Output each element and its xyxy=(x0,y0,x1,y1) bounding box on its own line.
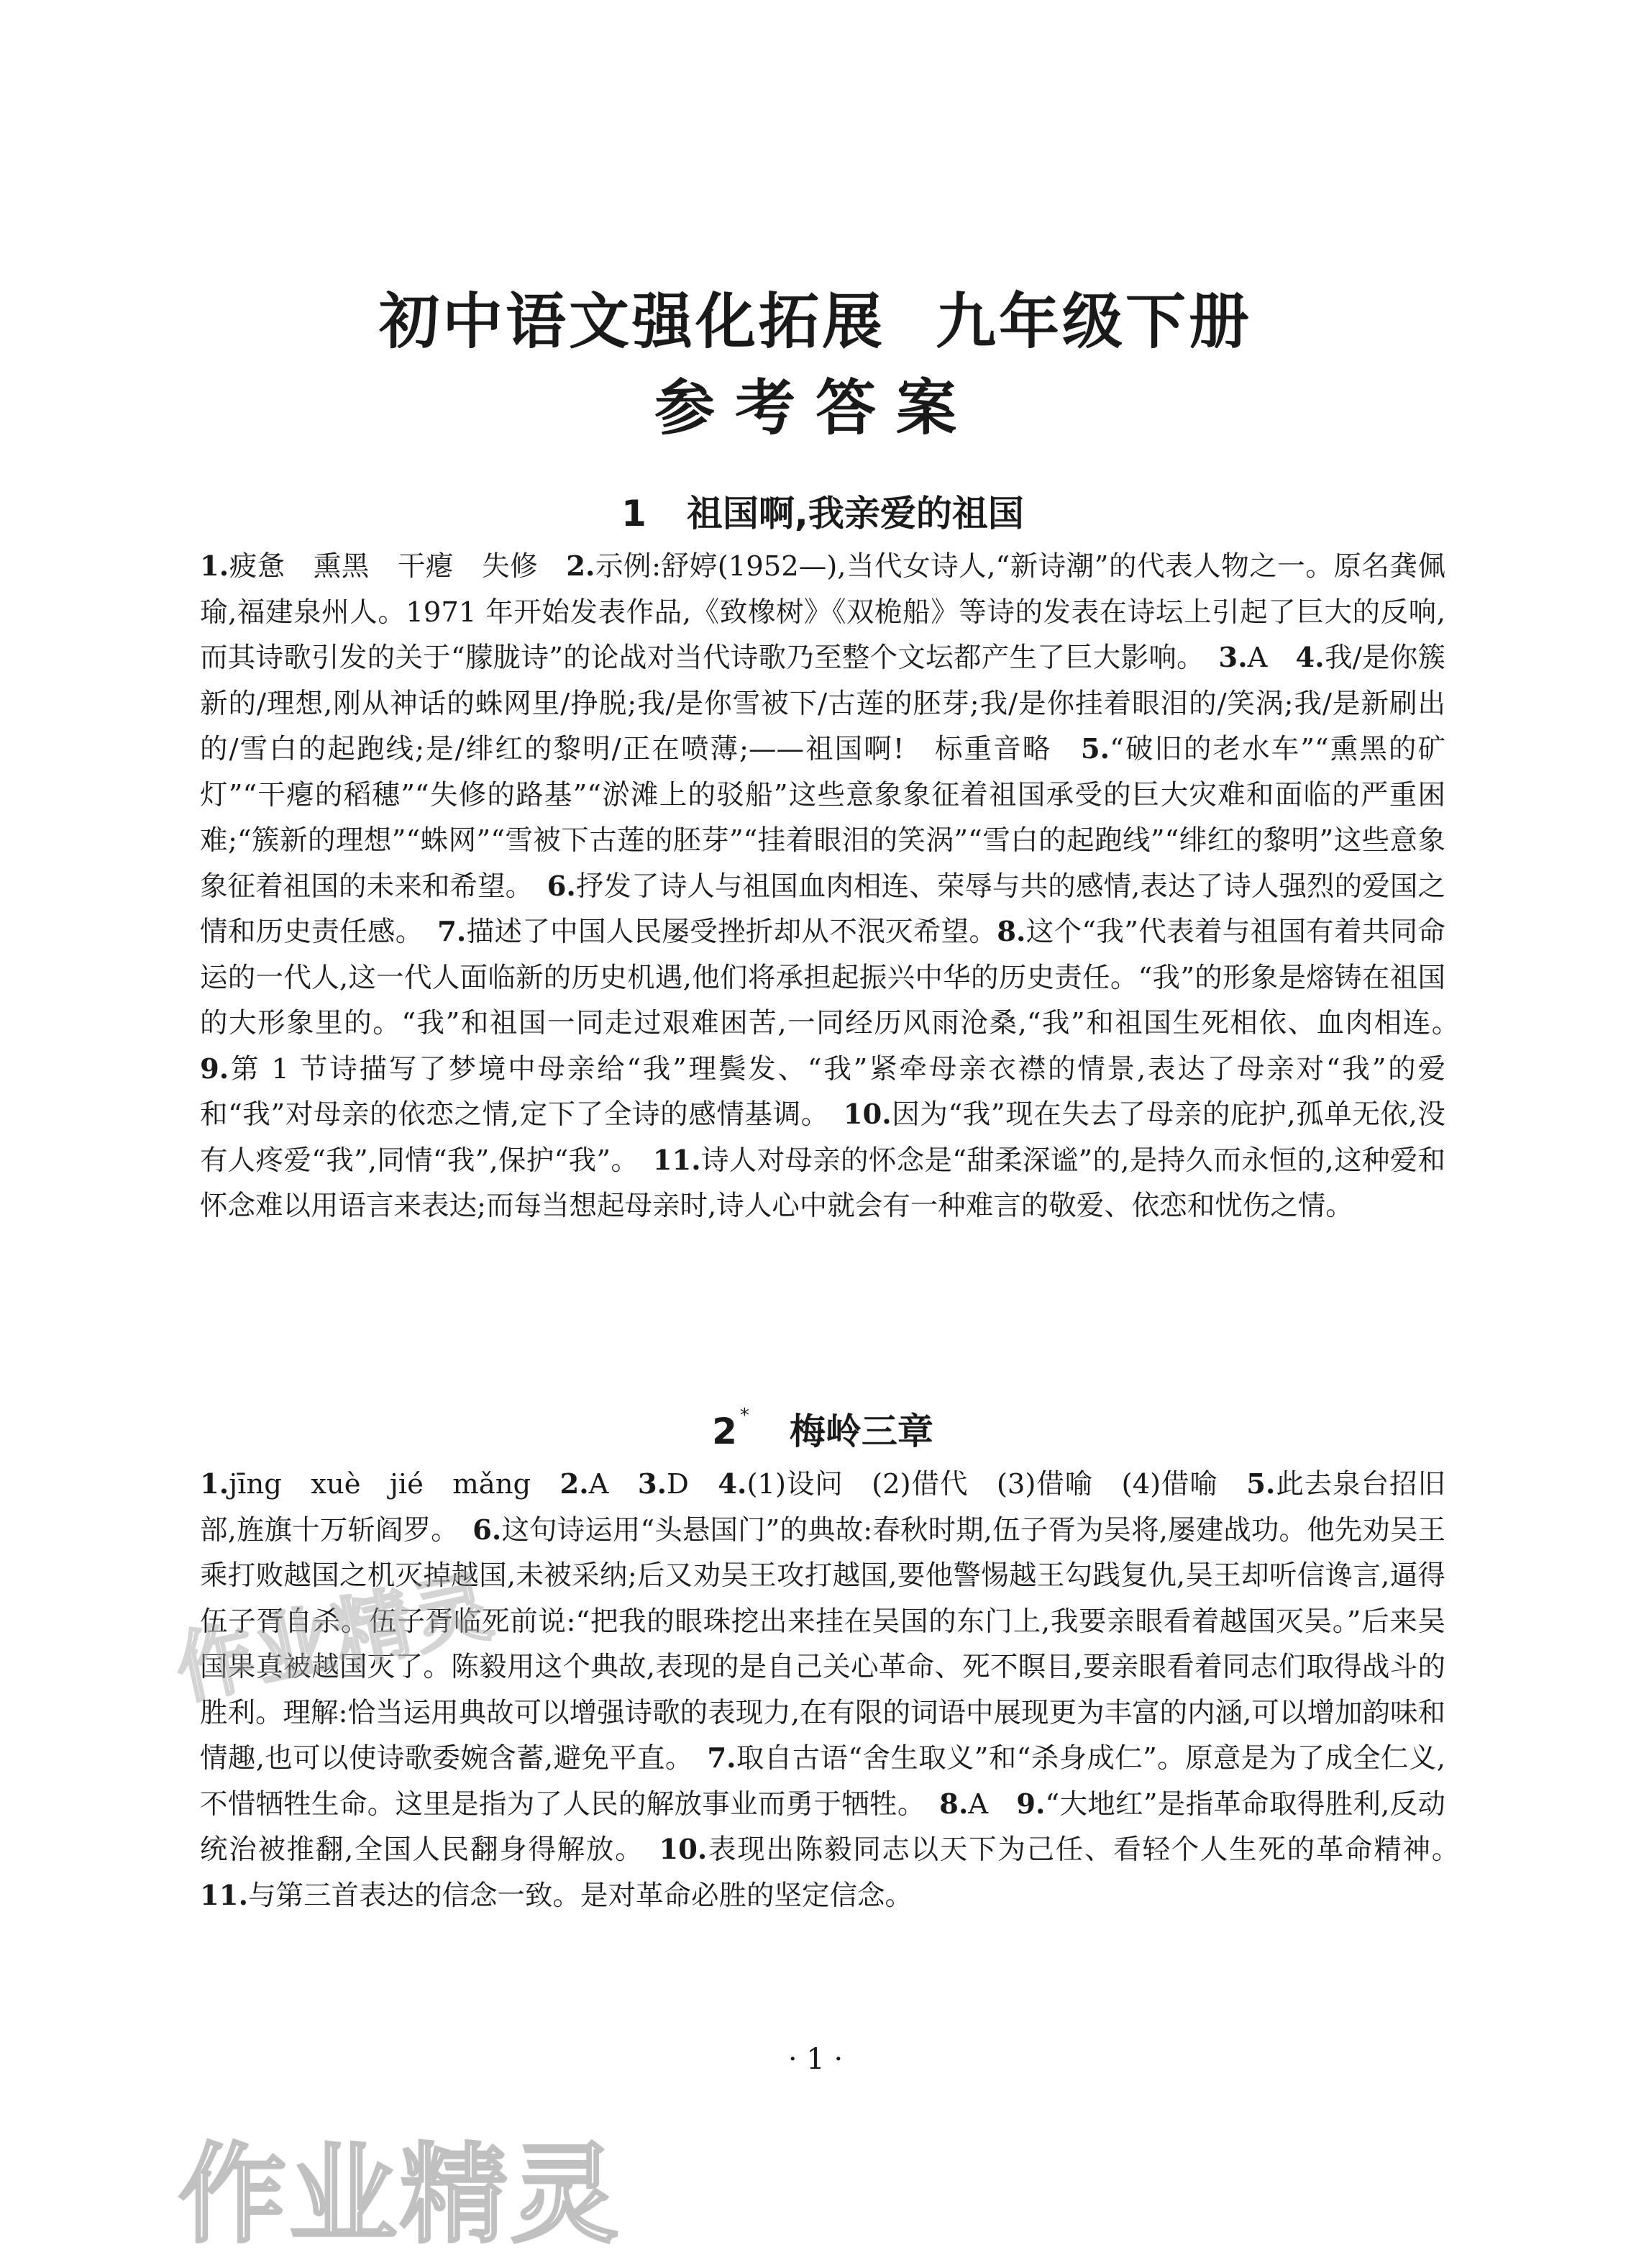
answer-text: “破旧的老水车”“熏黑的矿灯”“干瘪的稻穗”“失修的路基”“淤滩上的驳船”这些意象象征着祖国承受的巨大灾难和面临的严重困难;“簇新的理想”“蛛网”“雪被下古莲的胚芽”“挂着眼泪的笑涡”“雪白的起跑线”“绯红的黎明”这些意象象征着祖国的未来和希望。 xyxy=(200,733,1445,903)
answer-text: A xyxy=(1247,642,1296,674)
answer-number: 10. xyxy=(843,1098,892,1131)
answer-text: jīng xuè jié mǎng xyxy=(229,1468,560,1500)
answer-number: 5. xyxy=(1246,1468,1276,1500)
title-left: 初中语文强化拓展 xyxy=(378,286,885,357)
answer-text: “大地红”是指革命取得胜利,反动统治被推翻,全国人民翻身得解放。 xyxy=(200,1787,1445,1866)
answer-number: 9. xyxy=(1016,1787,1046,1821)
answer-text: 疲惫 熏黑 干瘪 失修 xyxy=(229,550,567,583)
watermark-logo: 作业精灵 xyxy=(168,1560,503,1716)
answer-number: 7. xyxy=(707,1742,736,1775)
answer-text: 这个“我”代表着与祖国有着共同命运的一代人,这一代人面临新的历史机遇,他们将承担起振兴中华的历史责任。“我”的形象是熔铸在祖国的大形象里的。“我”和祖国一同走过艰难困苦,一同经历风雨沧桑,“我”和祖国生死相依、血肉相连。 xyxy=(200,916,1474,1039)
section-2-mark: * xyxy=(739,1405,749,1426)
answer-number: 9. xyxy=(200,1052,229,1085)
watermark-logo-bottom: 作业精灵 xyxy=(178,2133,622,2258)
answer-text: 表现出陈毅同志以天下为己任、看轻个人生死的革命精神。 xyxy=(707,1834,1474,1866)
answer-number: 2. xyxy=(566,550,595,583)
answer-text: 因为“我”现在失去了母亲的庇护,孤单无依,没有人疼爱“我”,同情“我”,保护“我”。 xyxy=(200,1098,1446,1177)
answer-text: 我/是你簇新的/理想,刚从神话的蛛网里/挣脱;我/是你雪被下/古莲的胚芽;我/是你挂着眼泪的/笑涡;我/是新刷出的/雪白的起跑线;是/绯红的黎明/正在喷薄;——祖国啊! 标重音略 xyxy=(200,642,1445,765)
answer-number: 10. xyxy=(659,1834,708,1866)
section-2-heading xyxy=(200,1401,1445,1462)
section-2-number-value: 2 xyxy=(712,1411,737,1452)
answer-text: 此去泉台招旧部,旌旗十万斩阎罗。 xyxy=(200,1468,1445,1547)
answer-number: 1. xyxy=(200,1468,229,1500)
document-subtitle: 参考答案 xyxy=(654,372,977,443)
page-number: · 1 · xyxy=(787,2043,844,2076)
answer-number: 8. xyxy=(939,1787,969,1821)
answer-text: 描述了中国人民屡受挫折却从不泯灭希望。 xyxy=(466,916,997,948)
section-1-title: 祖国啊,我亲爱的祖国 xyxy=(686,493,1024,534)
title-right: 九年级下册 xyxy=(936,286,1253,357)
answer-number: 1. xyxy=(200,550,229,583)
answer-number: 3. xyxy=(637,1468,667,1500)
answer-number: 7. xyxy=(437,916,467,948)
answer-text: 这句诗运用“头悬国门”的典故:春秋时期,伍子胥为吴将,屡建战功。他先劝吴王乘打败越国之机灭掉越国,未被采纳;后又劝吴王攻打越国,要他警惕越王勾践复仇,吴王却听信谗言,逼得伍子胥自杀。伍子胥临死前说:“把我的眼珠挖出来挂在吴国的东门上,我要亲眼看着越国灭吴。”后来吴国果真被越国灭了。陈毅用这个典故,表现的是自己关心革命、死不瞑目,要亲眼看着同志们取得战斗的胜利。理解:恰当运用典故可以增强诗歌的表现力,在有限的词语中展现更为丰富的内涵,可以增加韵味和情趣,也可以使诗歌委婉含蓄,避免平直。 xyxy=(200,1513,1445,1775)
answer-text: 诗人对母亲的怀念是“甜柔深谧”的,是持久而永恒的,这种爱和怀念难以用语言来表达;而每当想起母亲时,诗人心中就会有一种难言的敬爱、依恋和忧伤之情。 xyxy=(200,1144,1445,1222)
answer-text: 与第三首表达的信念一致。是对革命必胜的坚定信念。 xyxy=(247,1879,913,1912)
answer-number: 8. xyxy=(997,916,1026,948)
answer-number: 4. xyxy=(1295,642,1325,674)
answer-text: (1)设问 (2)借代 (3)借喻 (4)借喻 xyxy=(746,1468,1247,1500)
answer-text: D xyxy=(667,1468,718,1500)
answer-number: 6. xyxy=(547,870,576,903)
section-1-answers xyxy=(200,544,1474,1229)
answer-text: 抒发了诗人与祖国血肉相连、荣辱与共的感情,表达了诗人强烈的爱国之情和历史责任感。 xyxy=(200,870,1445,948)
section-2-title: 梅岭三章 xyxy=(789,1411,933,1452)
section-1-number: 1 xyxy=(621,493,647,534)
document-title xyxy=(0,273,1631,360)
answer-text: 取自古语“舍生取义”和“杀身成仁”。原意是为了成全仁义,不惜牺牲生命。这里是指为了人民的解放事业而勇于牺牲。 xyxy=(200,1742,1445,1821)
answer-number: 5. xyxy=(1080,733,1110,765)
section-1 xyxy=(200,483,1474,1229)
answer-number: 2. xyxy=(559,1468,589,1500)
answer-text: 第 1 节诗描写了梦境中母亲给“我”理鬓发、“我”紧牵母亲衣襟的情景,表达了母亲对“我”的爱和“我”对母亲的依恋之情,定下了全诗的感情基调。 xyxy=(200,1052,1445,1131)
answer-number: 4. xyxy=(718,1468,747,1500)
answer-number: 11. xyxy=(652,1144,701,1177)
answer-text: A xyxy=(968,1787,1017,1821)
answer-number: 3. xyxy=(1218,642,1248,674)
answer-number: 11. xyxy=(200,1879,248,1912)
section-1-heading xyxy=(200,483,1445,544)
answer-number: 6. xyxy=(472,1513,502,1547)
answer-text: A xyxy=(588,1468,638,1500)
section-2-number xyxy=(712,1405,749,1452)
answer-text: 示例:舒婷(1952—),当代女诗人,“新诗潮”的代表人物之一。原名龚佩瑜,福建泉州人。1971 年开始发表作品,《致橡树》《双桅船》等诗的发表在诗坛上引起了巨大的反响,而其诗歌引发的关于“朦胧诗”的论战对当代诗歌乃至整个文坛都产生了巨大影响。 xyxy=(200,550,1445,674)
section-2-answers xyxy=(200,1462,1474,1918)
